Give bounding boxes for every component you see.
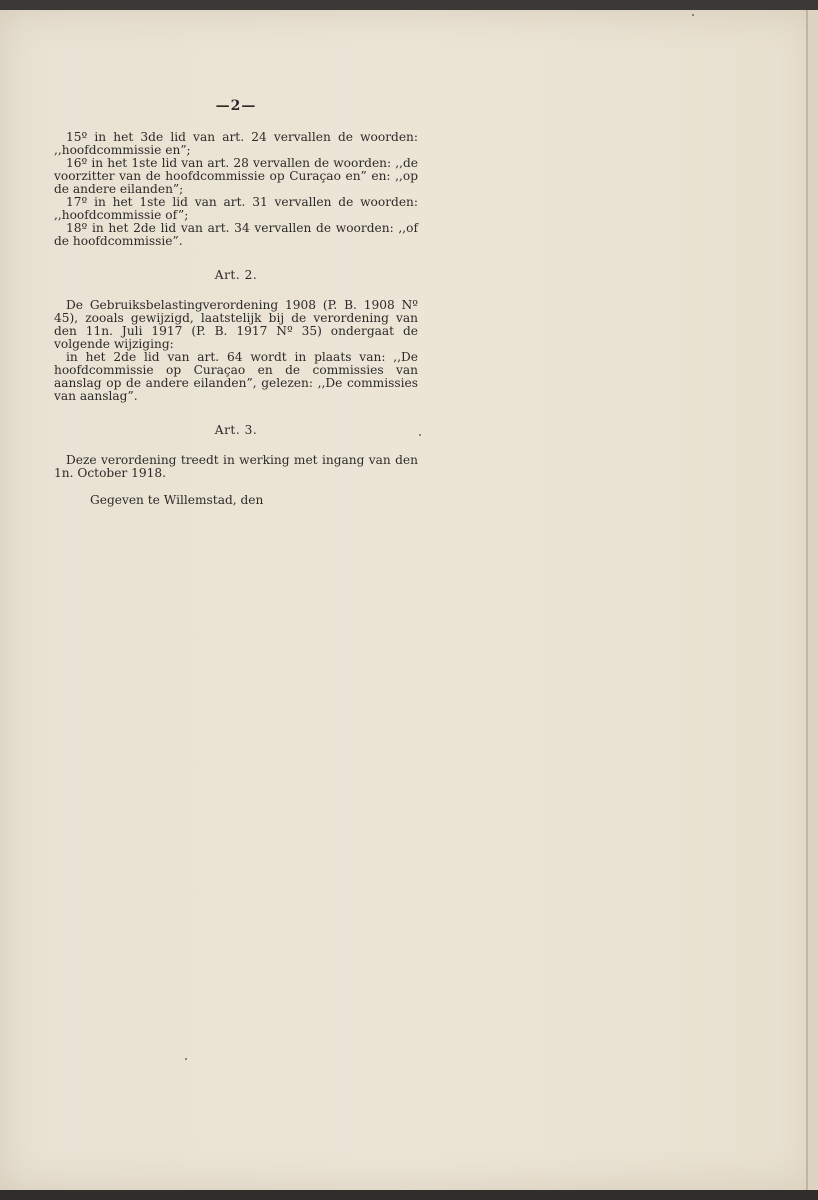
item-text-cont: voorzitter van de hoofdcommissie op Curaçao en” en: ,,op de andere eilanden”; — [54, 169, 418, 196]
item-text-cont: ,,hoofdcommissie of”; — [54, 208, 189, 222]
item-number: 15º — [66, 130, 88, 144]
item-text: in het 1ste lid van art. 28 vervallen de woorden: ,,de — [91, 156, 418, 170]
item-text: in het 1ste lid van art. 31 vervallen de woorden: — [94, 195, 418, 209]
article-2-heading: Art. 2. — [214, 268, 258, 282]
document-body — [54, 100, 418, 507]
closing-line: Gegeven te Willemstad, den — [90, 493, 264, 507]
page-edge — [808, 10, 818, 1190]
list-item — [54, 157, 418, 196]
paper-speck — [185, 1058, 187, 1060]
item-text: in het 2de lid van art. 34 vervallen de woorden: ,,of — [91, 221, 418, 235]
item-number: 16º — [66, 156, 88, 170]
page-fold — [806, 10, 808, 1190]
paper-speck — [419, 434, 421, 436]
article-2-paragraph-1: De Gebruiksbelastingverordening 1908 (P. B. 1908 Nº 45), zooals gewijzigd, laatstelijk bij de verordening van den 11n. Juli 1917 (P. B. 1917 Nº 35) ondergaat de volgende wijziging: — [54, 298, 418, 351]
list-item — [54, 131, 418, 157]
paper-speck — [692, 14, 694, 16]
document-page — [0, 10, 818, 1190]
article-3-paragraph: Deze verordening treedt in werking met ingang van den 1n. October 1918. — [54, 453, 418, 480]
page-number: —2— — [215, 98, 257, 114]
item-number: 17º — [66, 195, 88, 209]
list-item — [54, 196, 418, 222]
item-text: in het 3de lid van art. 24 vervallen de woorden: — [94, 130, 418, 144]
item-text-cont: ,,hoofdcommissie en”; — [54, 143, 191, 157]
article-3-heading: Art. 3. — [214, 423, 258, 437]
list-item — [54, 222, 418, 248]
item-text-cont: de hoofdcommissie”. — [54, 234, 183, 248]
item-number: 18º — [66, 221, 88, 235]
article-2-paragraph-2: in het 2de lid van art. 64 wordt in plaats van: ,,De hoofdcommissie op Curaçao en de commissies van aanslag op de andere eilanden”, gelezen: ,,De commissies van aanslag”. — [54, 350, 418, 403]
scan-bottom-edge — [0, 1190, 818, 1200]
